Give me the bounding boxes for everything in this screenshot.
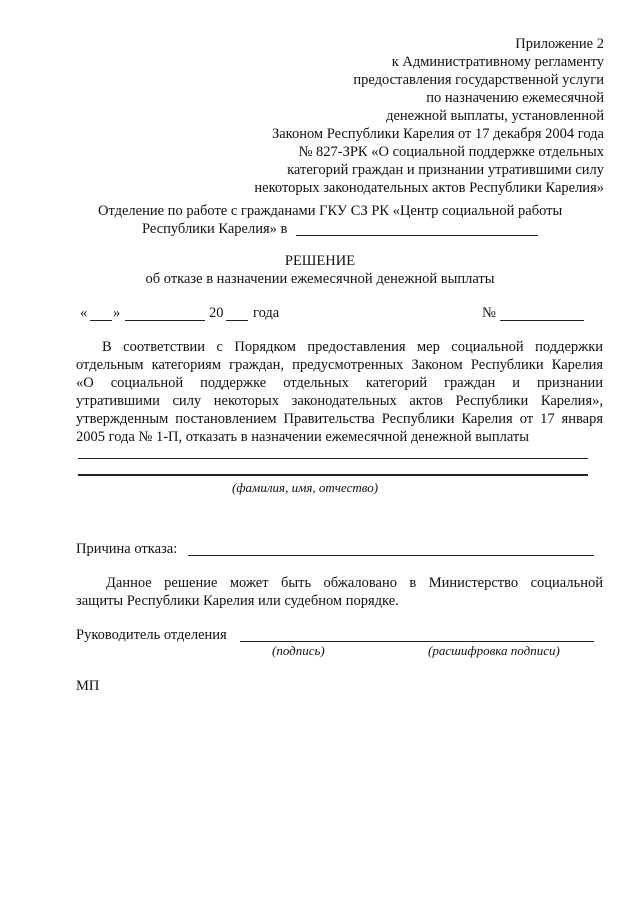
- appendix-line: некоторых законодательных актов Республики Карелия»: [254, 180, 604, 196]
- body-line: утратившими силу некоторых законодательных актов Республики Карелия»,: [76, 393, 603, 409]
- signature-blank[interactable]: [240, 641, 594, 642]
- date-year-blank[interactable]: [226, 320, 248, 321]
- addressee-line-1: Отделение по работе с гражданами ГКУ СЗ РК «Центр социальной работы: [98, 203, 563, 219]
- signature-decode-caption: (расшифровка подписи): [428, 643, 560, 658]
- date-close-quote: »: [113, 305, 121, 321]
- appendix-line: денежной выплаты, установленной: [386, 108, 604, 124]
- body-line: «О социальной поддержке отдельных категорий граждан и признании: [76, 375, 603, 391]
- stamp-label: МП: [76, 678, 100, 694]
- fio-blank-1[interactable]: [78, 458, 588, 459]
- appendix-line: по назначению ежемесячной: [426, 90, 604, 106]
- addressee-line-2: Республики Карелия» в: [142, 221, 288, 237]
- appeal-line-1: Данное решение может быть обжаловано в Министерство социальной: [106, 575, 603, 591]
- head-label: Руководитель отделения: [76, 627, 227, 643]
- date-year-suffix: года: [253, 305, 280, 321]
- reason-blank[interactable]: [188, 555, 594, 556]
- date-year-prefix: 20: [209, 305, 224, 321]
- body-line-last: 2005 года № 1-П, отказать в назначении ежемесячной денежной выплаты: [76, 429, 530, 445]
- appendix-line: предоставления государственной услуги: [353, 72, 604, 88]
- fio-caption: (фамилия, имя, отчество): [232, 480, 379, 495]
- decision-title: РЕШЕНИЕ: [284, 253, 356, 269]
- decision-subtitle: об отказе в назначении ежемесячной денежной выплаты: [145, 271, 495, 287]
- reason-label: Причина отказа:: [76, 541, 178, 557]
- addressee-blank[interactable]: [296, 235, 538, 236]
- body-line: утвержденным постановлением Правительства Республики Карелия от 17 января: [76, 411, 603, 427]
- number-sign: №: [482, 305, 496, 321]
- date-open-quote: «: [80, 305, 88, 321]
- appeal-line-2: защиты Республики Карелия или судебном порядке.: [76, 593, 399, 609]
- appendix-line: категорий граждан и признании утратившими силу: [287, 162, 604, 178]
- signature-caption: (подпись): [272, 643, 325, 658]
- appendix-line: Приложение 2: [515, 36, 604, 52]
- body-line: отдельным категориям граждан, предусмотренных Законом Республики Карелия: [76, 357, 603, 373]
- date-month-blank[interactable]: [125, 320, 205, 321]
- appendix-line: к Административному регламенту: [391, 54, 604, 70]
- date-day-blank[interactable]: [90, 320, 112, 321]
- fio-blank-2[interactable]: [78, 474, 588, 476]
- appendix-line: № 827-ЗРК «О социальной поддержке отдельных: [298, 144, 604, 160]
- body-line: В соответствии с Порядком предоставления мер социальной поддержки: [102, 339, 603, 355]
- appendix-line: Законом Республики Карелия от 17 декабря 2004 года: [271, 126, 604, 142]
- number-blank[interactable]: [500, 320, 584, 321]
